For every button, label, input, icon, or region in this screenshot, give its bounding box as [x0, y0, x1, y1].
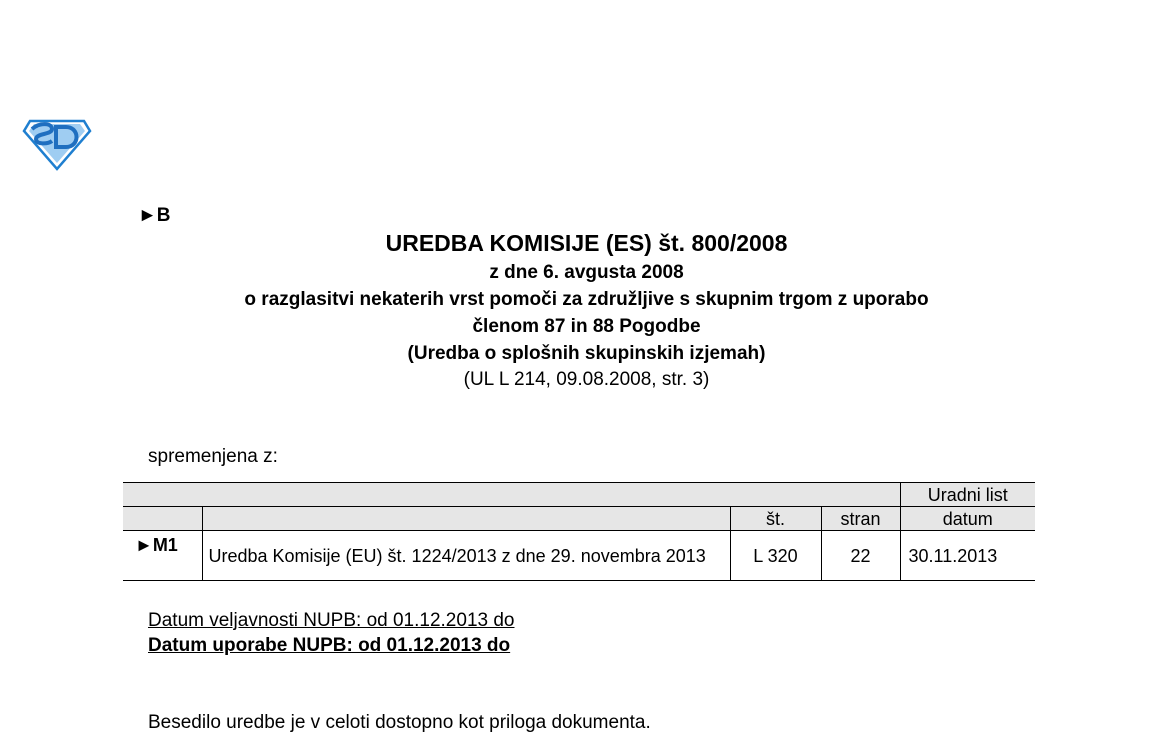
- header-empty-desc: [202, 507, 730, 531]
- amendments-table: [123, 482, 1035, 581]
- amendment-number: L 320: [730, 531, 821, 581]
- header-empty: [123, 483, 900, 507]
- amended-by-label: spremenjena z:: [148, 446, 278, 467]
- regulation-title: UREDBA KOMISIJE (ES) št. 800/2008: [385, 230, 788, 256]
- header-empty-marker: [123, 507, 202, 531]
- regulation-subject: o razglasitvi nekaterih vrst pomoči za združljive s skupnim trgom z uporabo: [244, 289, 929, 310]
- table-row: [123, 531, 1035, 581]
- regulation-subject-cont: členom 87 in 88 Pogodbe: [472, 316, 701, 337]
- validity-date: Datum veljavnosti NUPB: od 01.12.2013 do: [148, 610, 515, 631]
- regulation-title-block: [130, 228, 1043, 393]
- validity-dates: [148, 608, 515, 658]
- amendment-page: 22: [821, 531, 900, 581]
- header-date: datum: [900, 507, 1035, 531]
- regulation-short-name: (Uredba o splošnih skupinskih izjemah): [407, 343, 766, 364]
- marker-b: ►B: [138, 205, 171, 226]
- header-number: št.: [730, 507, 821, 531]
- amendment-marker: ►M1: [123, 531, 202, 581]
- amendment-description: Uredba Komisije (EU) št. 1224/2013 z dne 29. novembra 2013: [202, 531, 730, 581]
- sd-logo-icon: [22, 117, 92, 171]
- regulation-reference: (UL L 214, 09.08.2008, str. 3): [463, 369, 710, 390]
- amendment-date: 30.11.2013: [900, 531, 1035, 581]
- header-official-journal: Uradni list: [900, 483, 1035, 507]
- regulation-date: z dne 6. avgusta 2008: [489, 262, 684, 283]
- application-date: Datum uporabe NUPB: od 01.12.2013 do: [148, 635, 511, 656]
- header-page: stran: [821, 507, 900, 531]
- footer-note: Besedilo uredbe je v celoti dostopno kot priloga dokumenta.: [148, 712, 651, 733]
